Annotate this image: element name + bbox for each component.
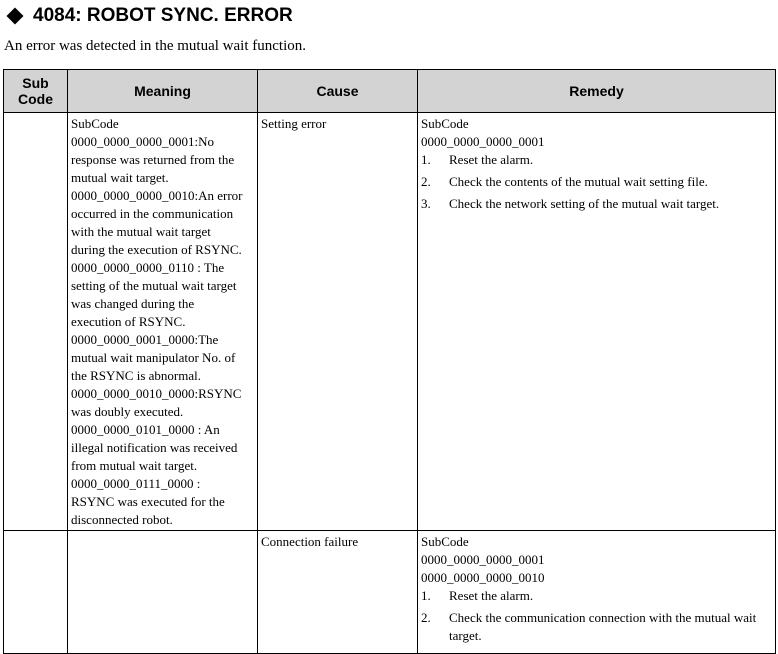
remedy-subcode-label: SubCode bbox=[421, 534, 469, 549]
alarm-title: 4084: ROBOT SYNC. ERROR bbox=[33, 5, 293, 26]
remedy-text bbox=[418, 113, 775, 213]
remedy-step-text: Check the network setting of the mutual wait target. bbox=[449, 196, 720, 211]
remedy-step-number: 1. bbox=[421, 152, 431, 167]
remedy-step-text: Check the contents of the mutual wait setting file. bbox=[449, 174, 708, 189]
remedy-step bbox=[421, 173, 772, 191]
meaning-line: with the mutual wait target bbox=[71, 224, 211, 239]
meaning-line: mutual wait target. bbox=[71, 170, 169, 185]
cause-text: Setting error bbox=[261, 116, 327, 131]
meaning-line: mutual wait manipulator No. of bbox=[71, 350, 236, 365]
meaning-line: setting of the mutual wait target bbox=[71, 278, 237, 293]
meaning-line: response was returned from the bbox=[71, 152, 235, 167]
table-row bbox=[4, 531, 776, 654]
meaning-text bbox=[68, 531, 257, 533]
alarm-heading bbox=[4, 3, 293, 29]
remedy-step-text: Check the communication connection with the mutual wait target. bbox=[449, 610, 757, 643]
remedy-step-text: Reset the alarm. bbox=[449, 152, 534, 167]
row2-subcode bbox=[4, 531, 68, 654]
meaning-line: occurred in the communication bbox=[71, 206, 234, 221]
meaning-line: SubCode bbox=[71, 116, 119, 131]
meaning-line: disconnected robot. bbox=[71, 512, 173, 527]
remedy-step-number: 1. bbox=[421, 588, 431, 603]
meaning-line: 0000_0000_0000_0010:An error bbox=[71, 188, 243, 203]
row2-meaning bbox=[68, 531, 258, 654]
remedy-step-text: Reset the alarm. bbox=[449, 588, 534, 603]
row1-subcode bbox=[4, 113, 68, 531]
meaning-line: 0000_0000_0101_0000 : An bbox=[71, 422, 220, 437]
remedy-text bbox=[418, 531, 775, 645]
meaning-line: RSYNC was executed for the bbox=[71, 494, 225, 509]
header-cause: Cause bbox=[258, 70, 418, 113]
meaning-line: 0000_0000_0111_0000 : bbox=[71, 476, 201, 491]
remedy-subcode-label: SubCode bbox=[421, 116, 469, 131]
meaning-line: during the execution of RSYNC. bbox=[71, 242, 242, 257]
meaning-line: 0000_0000_0000_0110 : The bbox=[71, 260, 225, 275]
remedy-step bbox=[421, 151, 772, 169]
alarm-table bbox=[3, 69, 776, 654]
table-row bbox=[4, 113, 776, 531]
header-meaning: Meaning bbox=[68, 70, 258, 113]
remedy-step bbox=[421, 587, 772, 605]
remedy-step bbox=[421, 195, 772, 213]
row1-meaning bbox=[68, 113, 258, 531]
meaning-line: execution of RSYNC. bbox=[71, 314, 186, 329]
meaning-line: was doubly executed. bbox=[71, 404, 184, 419]
header-subcode: Sub Code bbox=[4, 70, 68, 113]
header-remedy: Remedy bbox=[418, 70, 776, 113]
remedy-subcode: 0000_0000_0000_0001 bbox=[421, 552, 545, 567]
meaning-line: 0000_0000_0001_0000:The bbox=[71, 332, 219, 347]
row1-remedy bbox=[418, 113, 776, 531]
table-header-row bbox=[4, 70, 776, 113]
row2-remedy bbox=[418, 531, 776, 654]
meaning-line: 0000_0000_0010_0000:RSYNC bbox=[71, 386, 242, 401]
row1-cause bbox=[258, 113, 418, 531]
meaning-line: illegal notification was received bbox=[71, 440, 238, 455]
remedy-step bbox=[421, 609, 772, 645]
meaning-text bbox=[68, 113, 257, 529]
alarm-description: An error was detected in the mutual wait function. bbox=[4, 38, 306, 54]
remedy-step-number: 3. bbox=[421, 196, 431, 211]
meaning-line: was changed during the bbox=[71, 296, 195, 311]
remedy-step-number: 2. bbox=[421, 174, 431, 189]
meaning-line: 0000_0000_0000_0001:No bbox=[71, 134, 214, 149]
row2-cause bbox=[258, 531, 418, 654]
diamond-icon bbox=[7, 8, 24, 25]
remedy-step-number: 2. bbox=[421, 610, 431, 625]
remedy-subcode: 0000_0000_0000_0010 bbox=[421, 570, 545, 585]
cause-text: Connection failure bbox=[261, 534, 359, 549]
meaning-line: the RSYNC is abnormal. bbox=[71, 368, 201, 383]
remedy-subcode: 0000_0000_0000_0001 bbox=[421, 134, 545, 149]
meaning-line: from mutual wait target. bbox=[71, 458, 198, 473]
